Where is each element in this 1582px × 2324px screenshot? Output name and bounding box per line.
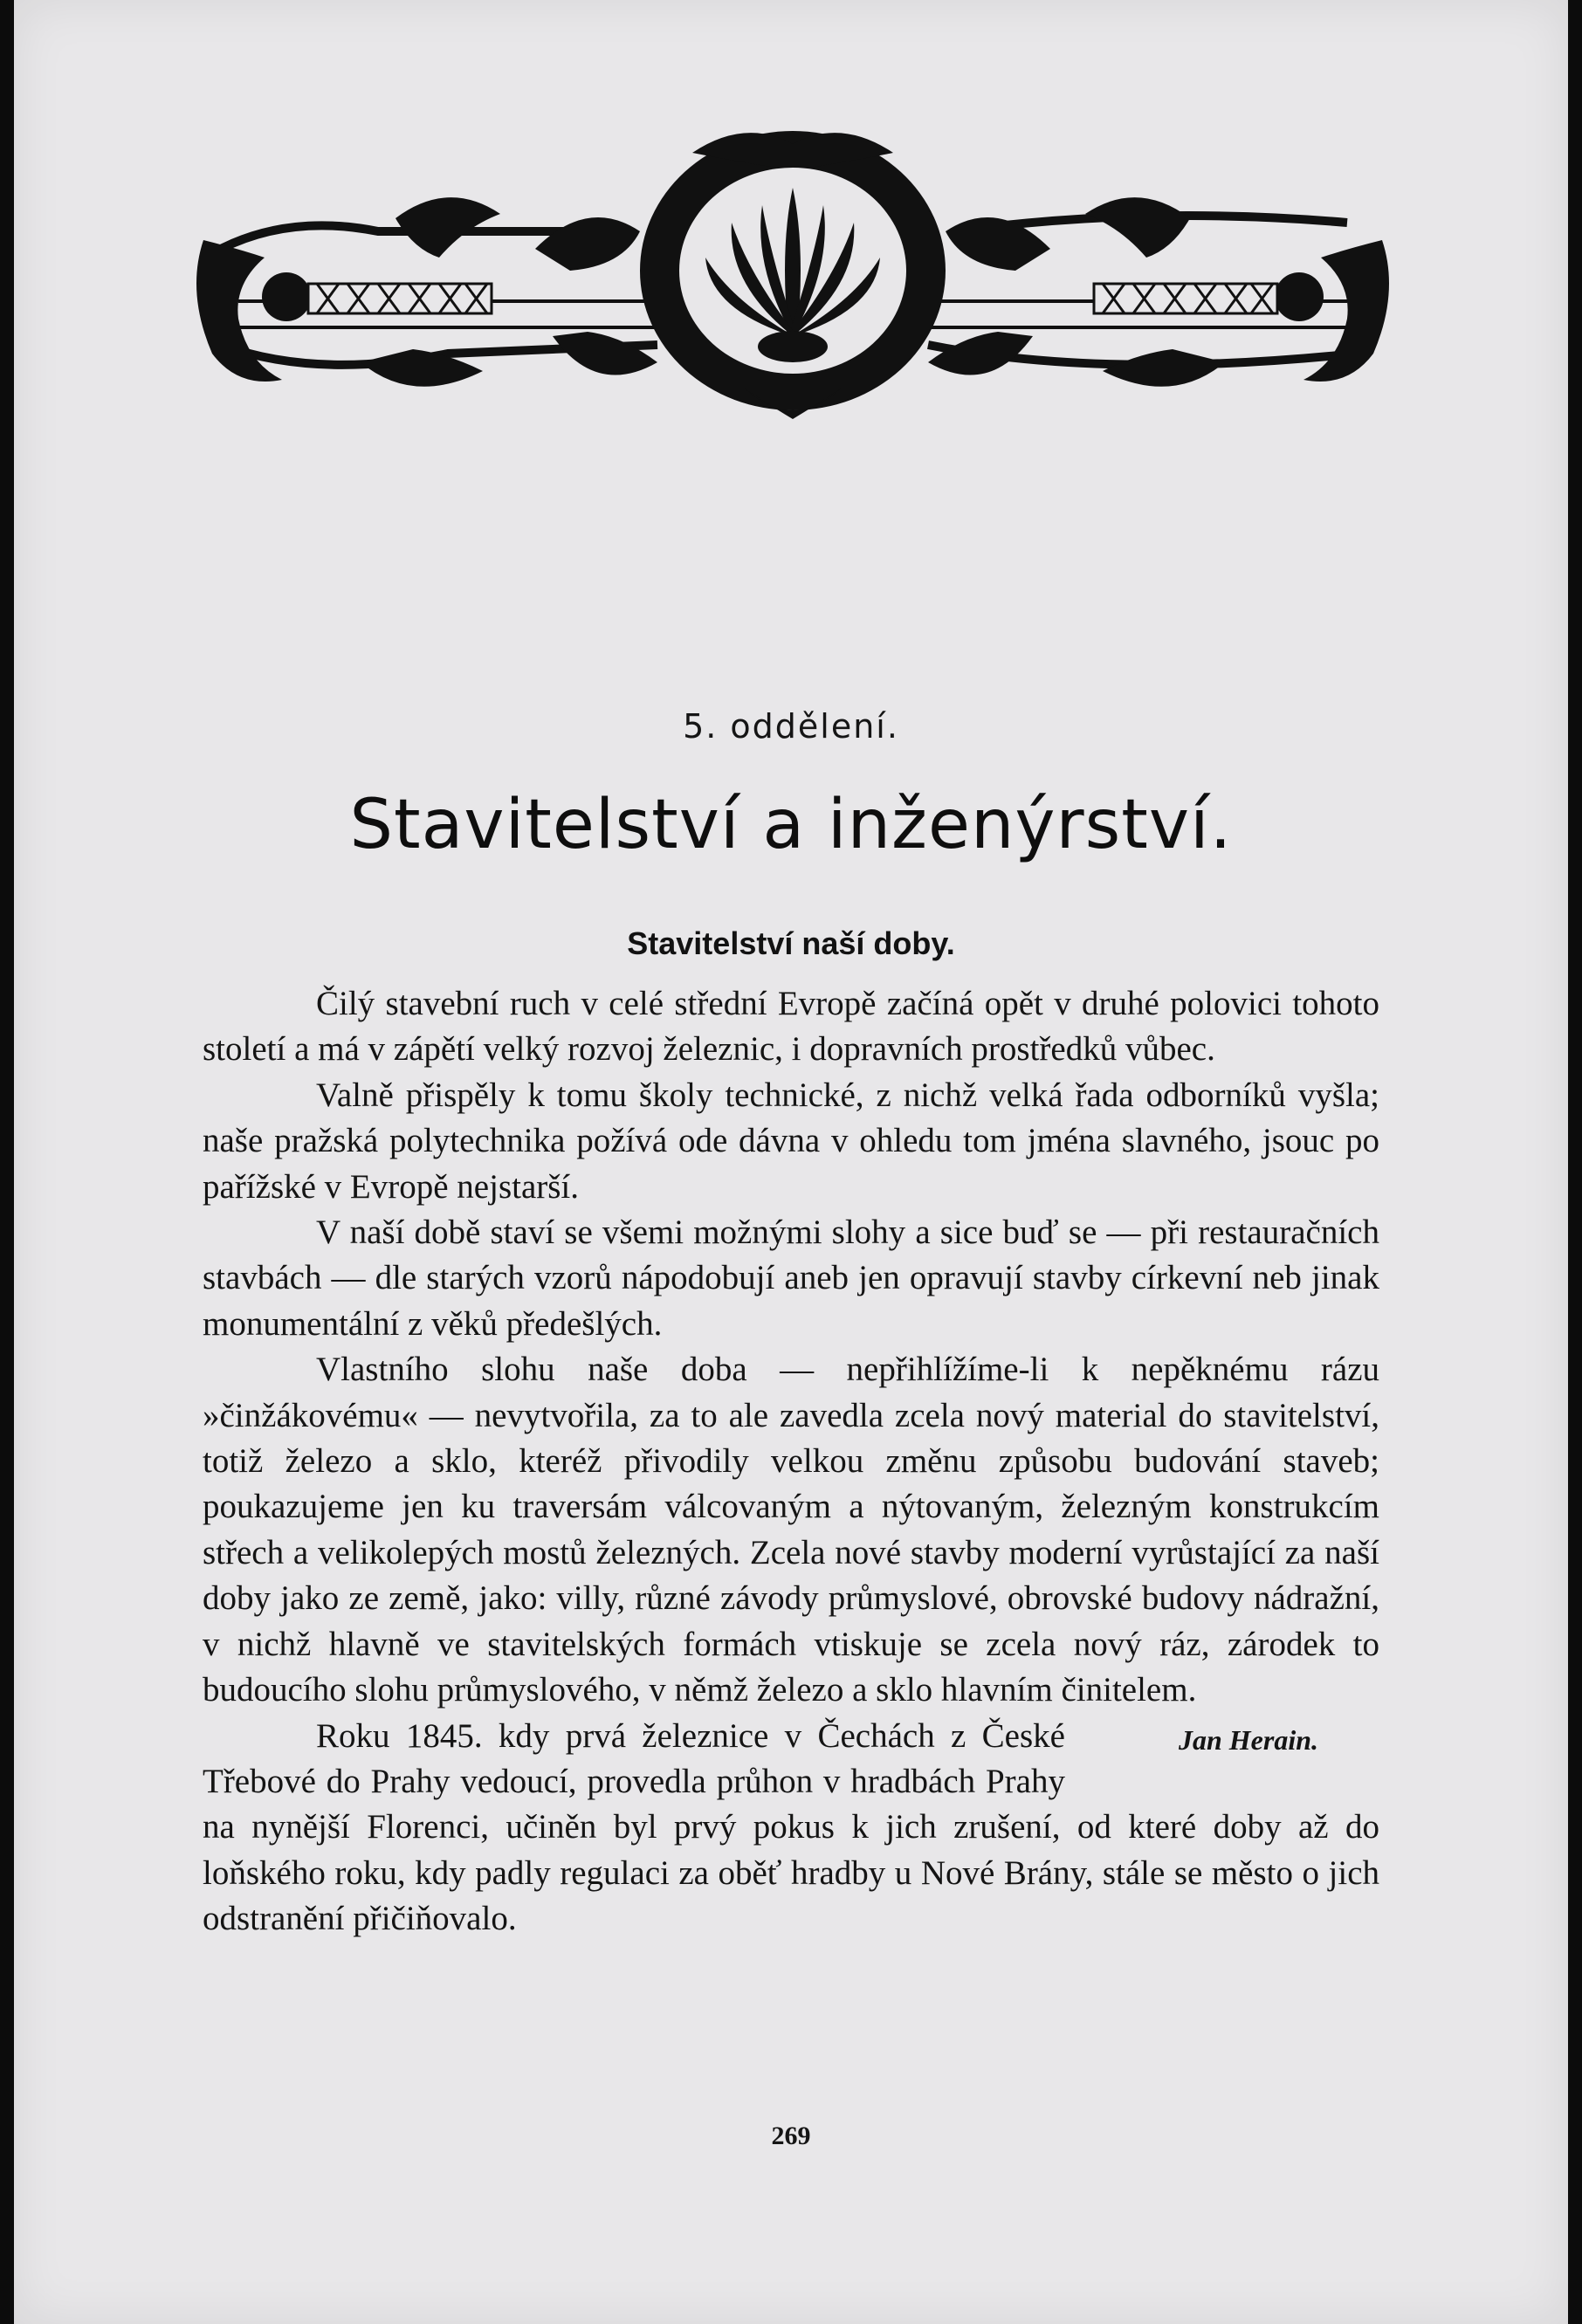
paragraph-text: Vlastního slohu naše doba — nepřihlížíme-li k nepěknému rázu »činžákovému« — nevytvořila, za to ale zavedla zcela nový material do stavitelství, totiž železo a sklo, kteréž přivodily velkou změnu způsobu budování staveb; poukazujeme jen ku traversám válcovaným a nýtovaným, železným konstrukcím střech a velikolepých mostů železných. Zcela nové stavby moderní vyrůstající za naší doby jako ze země, jako: villy, různé závody průmyslové, obrovské budovy nádražní, v nichž hlavně ve stavitelských formách vtiskuje se zcela nový ráz, zárodek to budoucího slohu průmyslového, v němž železo a sklo hlavním činitelem.	[203, 1351, 1379, 1709]
paragraph: Roku 1845. kdy prvá železnice v Čechách z České Třebové do Prahy vedoucí, provedla průhon v hradbách Prahy na nynější Florenci, učiněn byl prvý pokus k jich zrušení, od které doby až do loňského roku, kdy padly regulaci za oběť hradby u Nové Brány, stále se město o jich odstranění přičiňovalo.	[203, 1716, 1379, 1938]
right-page-edge	[1568, 0, 1582, 2324]
ornamental-headpiece	[186, 118, 1400, 423]
page-number: 269	[771, 2121, 811, 2150]
article-body	[203, 981, 1379, 1942]
left-page-edge	[0, 0, 14, 2324]
author-signature: Jan Herain.	[1178, 1723, 1318, 1756]
paragraph: V naší době staví se všemi možnými slohy a sice buď se — při restauračních stavbách — dle starých vzorů nápodobují aneb jen opravují stavby církevní neb jinak monumentální z věků předešlých.	[203, 1214, 1379, 1343]
chapter-title: Stavitelství a inženýrství.	[349, 786, 1233, 864]
paragraph	[203, 1347, 1379, 1756]
subtitle: Stavitelství naší doby.	[627, 925, 955, 961]
section-label: 5. oddělení.	[683, 707, 899, 746]
paragraph: Čilý stavební ruch v celé střední Evropě začíná opět v druhé polovici tohoto století a má v zápětí velký rozvoj železnic, i dopravních prostředků vůbec.	[203, 985, 1379, 1069]
paragraph: Valně přispěly k tomu školy technické, z nichž velká řada odborníků vyšla; naše pražská polytechnika požívá ode dávna v ohledu tom jména slavného, jsouc po pařížské v Evropě nejstarší.	[203, 1076, 1379, 1206]
